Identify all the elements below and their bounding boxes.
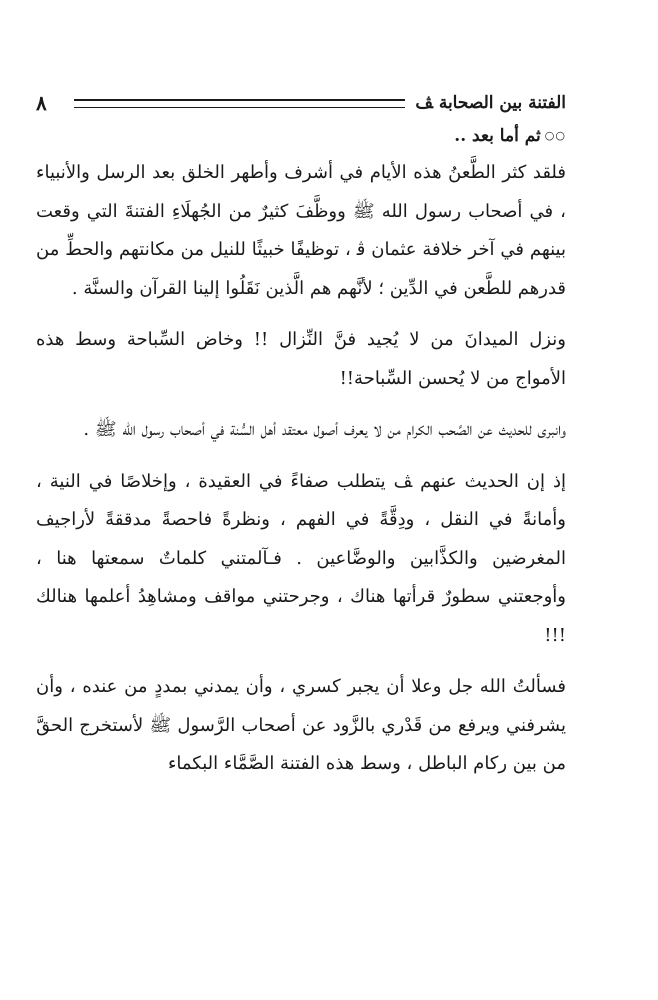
paragraph-2: ونزل الميدانَ من لا يُجيد فنَّ النِّزال !! وخاض السِّباحة وسط هذه الأمواج من لا يُحسن السِّباحة!! <box>36 329 566 389</box>
section-heading-text: ثم أما بعد .. <box>454 126 541 146</box>
double-circle-icon: ○○ <box>544 129 566 142</box>
paragraph-4: إذ إن الحديث عنهم ﭫ يتطلب صفاءً في العقيدة ، وإخلاصًا في النية ، وأمانةً في النقل ، ودِقَّةً في الفهم ، ونظرةً فاحصةً مدققةً لأراجيف المغرضين والكذَّابين والوضَّاعين . فـآلمتني كلماتٌ سمعتها هنا ، وأوجعتني سطورٌ قرأتها هناك ، وجرحتني مواقف ومشاهِدُ أعلمها هنالك !!! <box>36 470 566 646</box>
page-number: ٨ <box>36 91 47 115</box>
page-body <box>36 118 566 797</box>
paragraph-1: فلقد كثر الطَّعنُ هذه الأيام في أشرف وأطهر الخلق بعد الرسل والأنبياء ، في أصحاب رسول الله ﷺ ووظَّفَ كثيرٌ من الجُهلَاءِ الفتنةَ التي وقعت بينهم في آخر خلافة عثمان ﭬ ، توظيفًا خبيثًا للنيل من مكانتهم والحطِّ من قدرهم للطَّعن في الدِّين ؛ لأنَّهم هم الَّذين نَقَلُوا إلينا القرآن والسنَّة . <box>36 162 566 299</box>
running-title: الفتنة بين الصحابة ﭫ <box>415 93 566 113</box>
paragraph-3: وانبرى للحديث عن الصَّحب الكرام من لا يعرف أصول معتقد أهل السُّنة في أصحاب رسول الله ﷺ . <box>83 419 566 440</box>
section-heading <box>36 118 566 154</box>
paragraph-5: فسألتُ الله جل وعلا أن يجبر كسري ، وأن يمدني بمددٍ من عنده ، وأن يشرفني ويرفع من قَدْري بالزَّود عن أصحاب الرَّسول ﷺ لأستخرج الحقَّ من بين ركام الباطل ، وسط هذه الفتنة الصَّمَّاء البكماء <box>36 676 566 774</box>
page-header <box>36 88 566 118</box>
header-rule <box>74 99 405 108</box>
